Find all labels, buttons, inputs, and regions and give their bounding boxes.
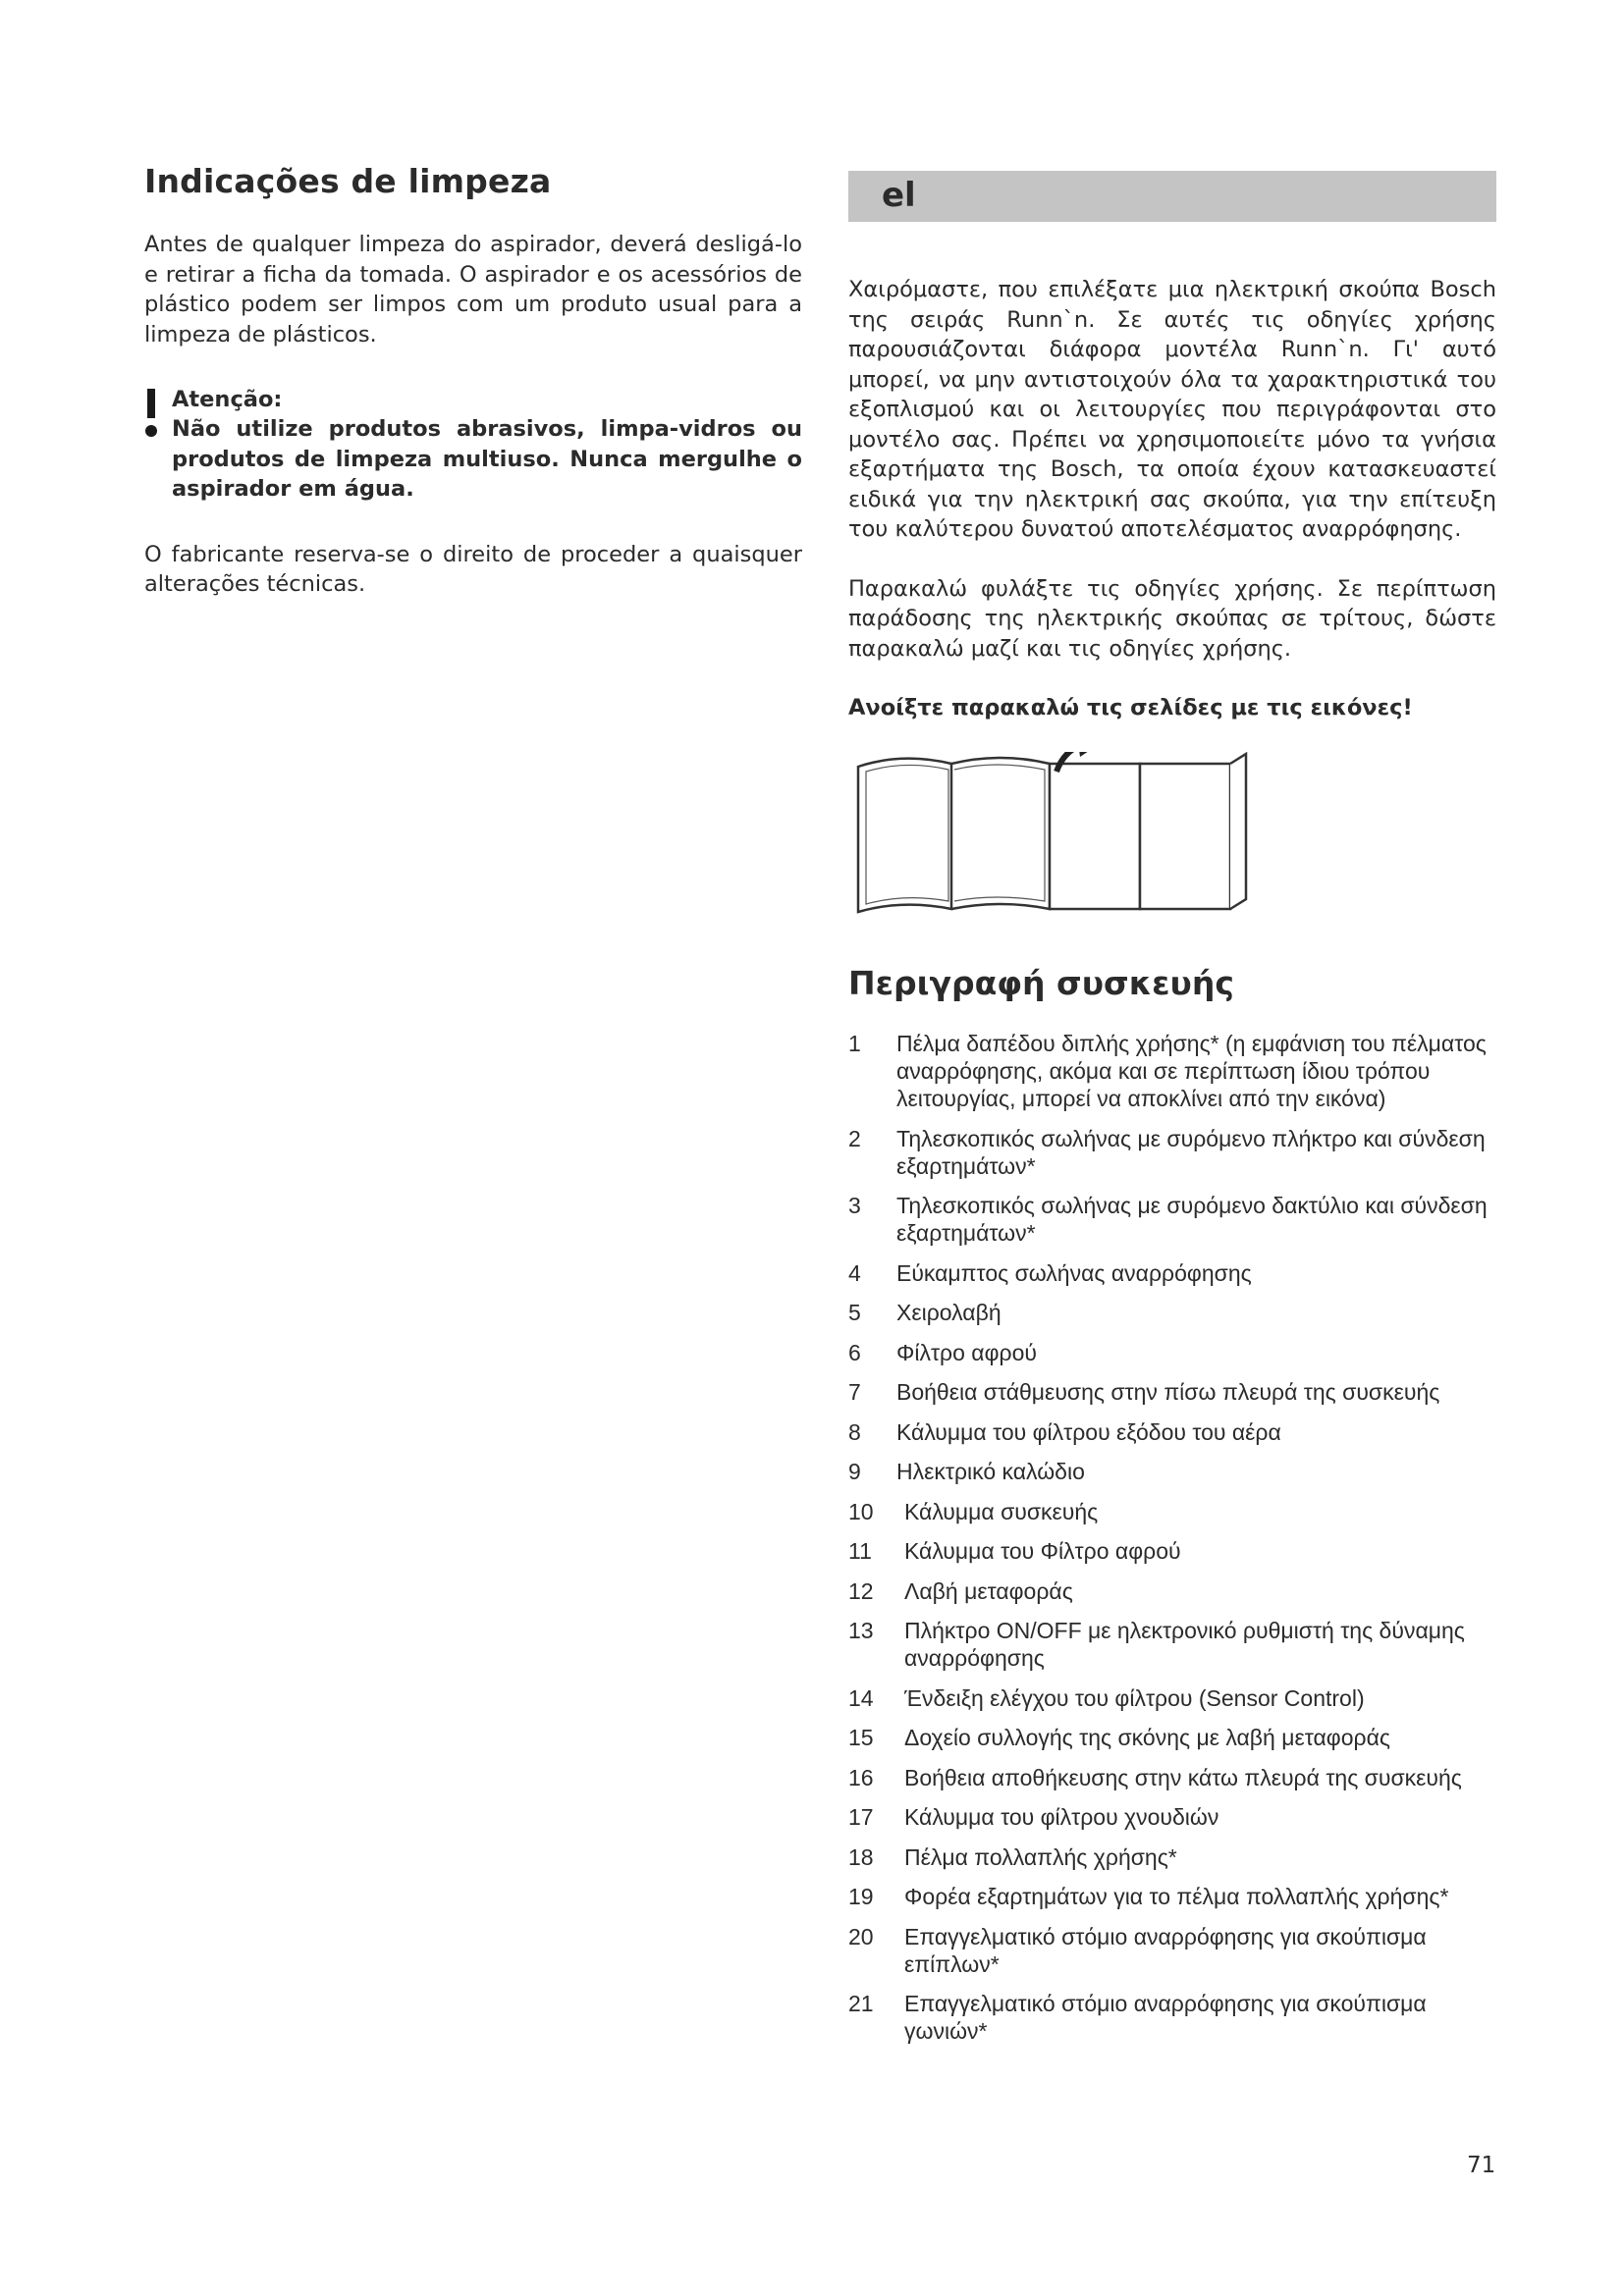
parts-list-item	[848, 1030, 1496, 1112]
part-number: 9	[848, 1459, 861, 1484]
part-description: Λαβή μεταφοράς	[904, 1577, 1073, 1604]
part-description: Κάλυμμα του Φίλτρο αφρού	[904, 1538, 1181, 1564]
language-code: el	[882, 176, 916, 215]
part-number: 13	[848, 1618, 874, 1643]
part-description: Επαγγελματικό στόμιο αναρρόφησης για σκούπισμα επίπλων*	[904, 1923, 1427, 1977]
parts-list-item	[848, 1125, 1496, 1180]
part-number: 2	[848, 1125, 861, 1151]
parts-list	[848, 1030, 1496, 2045]
right-column	[848, 171, 1496, 2057]
part-number: 17	[848, 1804, 874, 1830]
part-number: 3	[848, 1193, 861, 1218]
warning-title: Atenção:	[172, 387, 283, 412]
part-description: Πέλμα δαπέδου διπλής χρήσης* (η εμφάνιση του πέλματος αναρρόφησης, ακόμα και σε περίπτωση ίδιου τρόπου λειτουργίας, μπορεί να αποκλίνει από την εικόνα)	[896, 1031, 1487, 1111]
part-number: 7	[848, 1379, 861, 1405]
warning-box	[144, 385, 802, 505]
part-description: Φίλτρο αφρού	[896, 1339, 1037, 1365]
parts-list-item	[848, 1498, 1496, 1525]
part-description: Βοήθεια στάθμευσης στην πίσω πλευρά της συσκευής	[896, 1379, 1440, 1405]
part-description: Επαγγελματικό στόμιο αναρρόφησης για σκούπισμα γωνιών*	[904, 1991, 1427, 2044]
language-bar	[848, 171, 1496, 222]
manufacturer-note: O fabricante reserva-se o direito de proceder a quaisquer alterações técnicas.	[144, 541, 802, 597]
cleaning-paragraph: Antes de qualquer limpeza do aspirador, deverá desligá-lo e retirar a ficha da tomada. O aspirador e os acessórios de plástico podem ser limpos com um produto usual para a limpeza de plásticos.	[144, 232, 802, 347]
parts-list-item	[848, 1724, 1496, 1751]
part-description: Πλήκτρο ON/OFF με ηλεκτρονικό ρυθμιστή της δύναμης αναρρόφησης	[904, 1618, 1465, 1671]
part-number: 12	[848, 1577, 874, 1604]
part-number: 8	[848, 1418, 861, 1445]
parts-list-item	[848, 1684, 1496, 1712]
device-description-heading: Περιγραφή συσκευής	[848, 964, 1234, 1002]
warning-exclamation-icon	[144, 389, 158, 438]
parts-list-item	[848, 1923, 1496, 1978]
part-number: 15	[848, 1725, 874, 1750]
part-description: Κάλυμμα του φίλτρου χνουδιών	[904, 1804, 1219, 1830]
part-description: Φορέα εξαρτημάτων για το πέλμα πολλαπλής χρήσης*	[904, 1884, 1449, 1909]
parts-list-item	[848, 1764, 1496, 1791]
part-description: Βοήθεια αποθήκευσης στην κάτω πλευρά της συσκευής	[904, 1764, 1462, 1790]
parts-list-item	[848, 1458, 1496, 1485]
keep-instructions-paragraph: Παρακαλώ φυλάξτε τις οδηγίες χρήσης. Σε περίπτωση παράδοσης της ηλεκτρικής σκούπας σε τρίτους, δώστε παρακαλώ μαζί και τις οδηγίες χρήσης.	[848, 575, 1496, 662]
part-description: Τηλεσκοπικός σωλήνας με συρόμενο πλήκτρο και σύνδεση εξαρτημάτων*	[896, 1125, 1486, 1179]
part-description: Ένδειξη ελέγχου του φίλτρου (Sensor Control)	[904, 1684, 1365, 1711]
parts-list-item	[848, 1339, 1496, 1366]
part-number: 14	[848, 1684, 874, 1711]
part-number: 4	[848, 1259, 861, 1286]
part-number: 5	[848, 1300, 861, 1325]
parts-list-item	[848, 1299, 1496, 1326]
warning-text: Não utilize produtos abrasivos, limpa-vidros ou produtos de limpeza multiuso. Nunca mergulhe o aspirador em água.	[172, 416, 802, 502]
part-description: Κάλυμμα του φίλτρου εξόδου του αέρα	[896, 1418, 1281, 1445]
part-number: 11	[848, 1538, 872, 1564]
part-number: 21	[848, 1991, 874, 2016]
part-number: 18	[848, 1843, 874, 1870]
cleaning-heading: Indicações de limpeza	[144, 162, 552, 200]
parts-list-item	[848, 1259, 1496, 1287]
left-column	[144, 162, 802, 600]
part-number: 19	[848, 1884, 874, 1909]
parts-list-item	[848, 1418, 1496, 1446]
parts-list-item	[848, 1803, 1496, 1831]
part-number: 16	[848, 1764, 874, 1790]
part-description: Τηλεσκοπικός σωλήνας με συρόμενο δακτύλιο και σύνδεση εξαρτημάτων*	[896, 1193, 1488, 1246]
part-description: Δοχείο συλλογής της σκόνης με λαβή μεταφοράς	[904, 1725, 1390, 1750]
part-description: Εύκαμπτος σωλήνας αναρρόφησης	[896, 1259, 1252, 1286]
parts-list-item	[848, 1843, 1496, 1871]
part-number: 20	[848, 1923, 874, 1949]
parts-list-item	[848, 1990, 1496, 2045]
part-description: Χειρολαβή	[896, 1300, 1001, 1325]
open-pages-note: Ανοίξτε παρακαλώ τις σελίδες με τις εικόνες!	[848, 695, 1413, 721]
part-number: 1	[848, 1031, 861, 1056]
intro-paragraph: Χαιρόμαστε, που επιλέξατε μια ηλεκτρική σκούπα Bosch της σειράς Runn`n. Σε αυτές τις οδηγίες χρήσης παρουσιάζονται διάφορα μοντέλα Runn`n. Γι' αυτό μπορεί, να μην αντιστοιχούν όλα τα χαρακτηριστικά του εξοπλισμού και οι λειτουργίες που περιγράφονται στο μοντέλο σας. Πρέπει να χρησιμοποιείτε μόνο τα γνήσια εξαρτήματα της Bosch, τα οποία έχουν κατασκευαστεί ειδικά για την ηλεκτρική σας σκούπα, για την επίτευξη του καλύτερου δυνατού αποτελέσματος αναρρόφησης.	[848, 277, 1496, 542]
part-description: Ηλεκτρικό καλώδιο	[896, 1459, 1085, 1484]
part-number: 6	[848, 1339, 861, 1365]
parts-list-item	[848, 1192, 1496, 1247]
part-description: Κάλυμμα συσκευής	[904, 1498, 1099, 1524]
parts-list-item	[848, 1617, 1496, 1672]
parts-list-item	[848, 1378, 1496, 1406]
parts-list-item	[848, 1577, 1496, 1605]
parts-list-item	[848, 1537, 1496, 1565]
parts-list-item	[848, 1883, 1496, 1910]
part-description: Πέλμα πολλαπλής χρήσης*	[904, 1843, 1177, 1870]
part-number: 10	[848, 1498, 874, 1524]
foldout-pages-illustration	[848, 752, 1261, 927]
page-number: 71	[1467, 2153, 1496, 2178]
